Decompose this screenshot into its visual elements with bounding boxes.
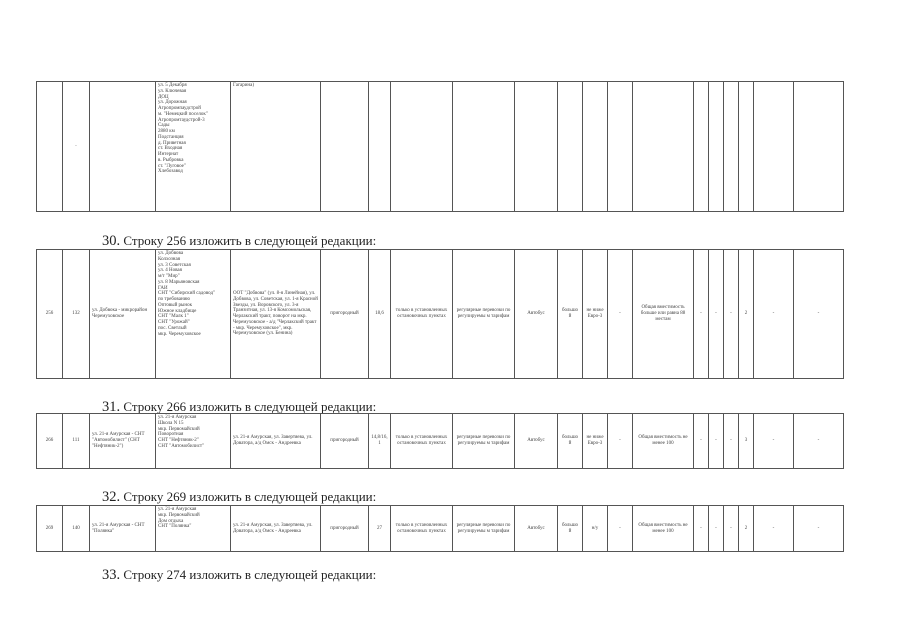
heading-33-text: Строку 274 изложить в следующей редакции: [123, 567, 377, 582]
cell-empty [369, 82, 391, 212]
cell-col19: - [754, 414, 794, 469]
cell-vehicle-type: Автобус [515, 506, 558, 552]
cell-empty [633, 82, 694, 212]
heading-30-text: Строку 256 изложить в следующей редакции: [123, 233, 377, 248]
table-row [37, 506, 844, 552]
cell-route-streets: ул. 21-я Амурская, ул. Завертяева, ул. Доватора, а/д Омск - Андреевка [231, 506, 321, 552]
cell-stops-list: ул. 21-я Амурская мкр. Первомайский Дом отдыха СНТ "Полянка" [156, 506, 231, 552]
cell-route-name: ул. 21-я Амурская - СНТ "Автомобилист" (СНТ "Нефтяник-2") [90, 414, 156, 469]
cell-stop-order: только в установленных остановочных пунктах [391, 506, 453, 552]
table-row-256 [36, 249, 844, 379]
cell-route-type: пригородный [321, 414, 369, 469]
cell-vehicle-class: большо й [558, 414, 583, 469]
heading-30 [102, 233, 376, 250]
cell-empty [724, 82, 739, 212]
cell-col19: - [754, 506, 794, 552]
cell-col20: - [794, 506, 844, 552]
cell-empty [694, 82, 709, 212]
heading-33-number: 33. [102, 567, 121, 583]
cell-transport-kind: регулярные перевозки по регулируемы м тарифам [453, 506, 515, 552]
table-row [37, 82, 844, 212]
cell-route-streets: Гагарина) [231, 82, 321, 212]
cell-empty [321, 82, 369, 212]
heading-30-number: 30. [102, 233, 121, 249]
cell-route-streets: ул. 21-я Амурская, ул. Завертяева, ул. Доватора, а/д Омск - Андреевка [231, 414, 321, 469]
cell-route-streets: ООТ "Добвова" (ул. 8-я Линейная), ул. Добвова, ул. Советская, ул. 1-я Красной Звезды, ул. Воровского, ул. 3-я Транзитная, ул. 13-я Комсомольская, Черлакский тракт, поворот на мкр. Черемуховское - а/д "Черлакский тракт - мкр. Черемуховское", мкр. Черемуховское (ул. Бенина) [231, 250, 321, 379]
cell-eco-class: н/у [583, 506, 608, 552]
cell-vehicle-count: 2 [739, 250, 754, 379]
cell-route-type: пригородный [321, 506, 369, 552]
cell-route-type: пригородный [321, 250, 369, 379]
table-fragment-top [36, 81, 844, 212]
cell-route-number: 132 [63, 250, 90, 379]
cell-empty [515, 82, 558, 212]
cell-length: 18,6 [369, 250, 391, 379]
cell-stop-order: только в установленных остановочных пунктах [391, 250, 453, 379]
heading-32-text: Строку 269 изложить в следующей редакции: [123, 489, 377, 504]
cell-route-name: ул. 21-я Амурская - СНТ "Полянка" [90, 506, 156, 552]
heading-33 [102, 567, 376, 584]
cell-empty [739, 82, 754, 212]
cell-route-number: 140 [63, 506, 90, 552]
cell-stop-order: только в установленных остановочных пунктах [391, 414, 453, 469]
cell-col20: - [794, 414, 844, 469]
cell-empty [583, 82, 608, 212]
cell-length: 14,8/16, 1 [369, 414, 391, 469]
cell-row-number: 269 [37, 506, 63, 552]
cell-route-number: 111 [63, 414, 90, 469]
cell-vehicle-type: Автобус [515, 414, 558, 469]
cell-transport-kind: регулярные перевозки по регулируемы м тарифам [453, 250, 515, 379]
cell-empty [453, 82, 515, 212]
cell-transport-kind: регулярные перевозки по регулируемы м тарифам [453, 414, 515, 469]
cell-capacity: Общая вместимость больше или равна 88 местам [633, 250, 694, 379]
heading-32-number: 32. [102, 489, 121, 505]
table-row-269 [36, 505, 844, 552]
cell-col16: - [709, 506, 724, 552]
cell-col17: - [724, 506, 739, 552]
cell-col13: - [608, 250, 633, 379]
heading-32 [102, 489, 376, 506]
cell-col17: - [724, 414, 739, 469]
cell-empty [391, 82, 453, 212]
cell-capacity: Общая вместимость не менее 100 [633, 506, 694, 552]
cell-route-name: ул. Добвока - микрорайон Черемуховское [90, 250, 156, 379]
cell-col20: - [794, 250, 844, 379]
cell-empty [794, 82, 844, 212]
heading-31-text: Строку 266 изложить в следующей редакции: [123, 399, 377, 414]
table-row [37, 414, 844, 469]
cell-capacity: Общая вместимость не менее 100 [633, 414, 694, 469]
cell-col15: - [694, 414, 709, 469]
cell-empty: - [63, 82, 90, 212]
cell-empty [754, 82, 794, 212]
cell-row-number: 256 [37, 250, 63, 379]
cell-empty [90, 82, 156, 212]
cell-col19: - [754, 250, 794, 379]
cell-col15: - [694, 506, 709, 552]
cell-col15: - [694, 250, 709, 379]
cell-vehicle-class: большо й [558, 506, 583, 552]
cell-stops-list: ул. Добвова Колхозная ул. 3 Советская ул. 4 Новая м/т "Мир" ул. 8 Марьяновская ГАИ СНТ "Сибирский садовод" по требованию Оптовый рынок Южное кладбище СНТ "Малк 1" СНТ "Урожай" пос. Светлый мкр. Черемуховское [156, 250, 231, 379]
cell-vehicle-count: 3 [739, 414, 754, 469]
cell-row-number: 266 [37, 414, 63, 469]
cell-empty [37, 82, 63, 212]
table-row [37, 250, 844, 379]
cell-eco-class: не ниже Евро-3 [583, 414, 608, 469]
cell-stops-list: ул. 21-я Амурская Школа N 15 мкр. Первомайский Поворотная СНТ "Нефтяник-2" СНТ "Автомобилист" [156, 414, 231, 469]
cell-vehicle-type: Автобус [515, 250, 558, 379]
cell-col13: - [608, 506, 633, 552]
cell-col13: - [608, 414, 633, 469]
cell-empty [709, 82, 724, 212]
cell-col16: - [709, 250, 724, 379]
heading-31-number: 31. [102, 399, 121, 415]
table-row-266 [36, 413, 844, 469]
cell-vehicle-class: большо й [558, 250, 583, 379]
cell-col17: - [724, 250, 739, 379]
cell-stops-list: ул. 5 Декабря ул. Ключевая ДОЦ ул. Дорожная Агропромпаудстрой м. "Немецкий поселок" Агропромтаудстрой-3 Сады 2880 км Подстанция д. Приветная ст. Входная Интернат в. Рыбровка ст. "Луговое" Хлебозавод [156, 82, 231, 212]
cell-empty [608, 82, 633, 212]
cell-length: 27 [369, 506, 391, 552]
cell-eco-class: не ниже Евро-3 [583, 250, 608, 379]
cell-empty [558, 82, 583, 212]
cell-col16: - [709, 414, 724, 469]
cell-vehicle-count: 2 [739, 506, 754, 552]
